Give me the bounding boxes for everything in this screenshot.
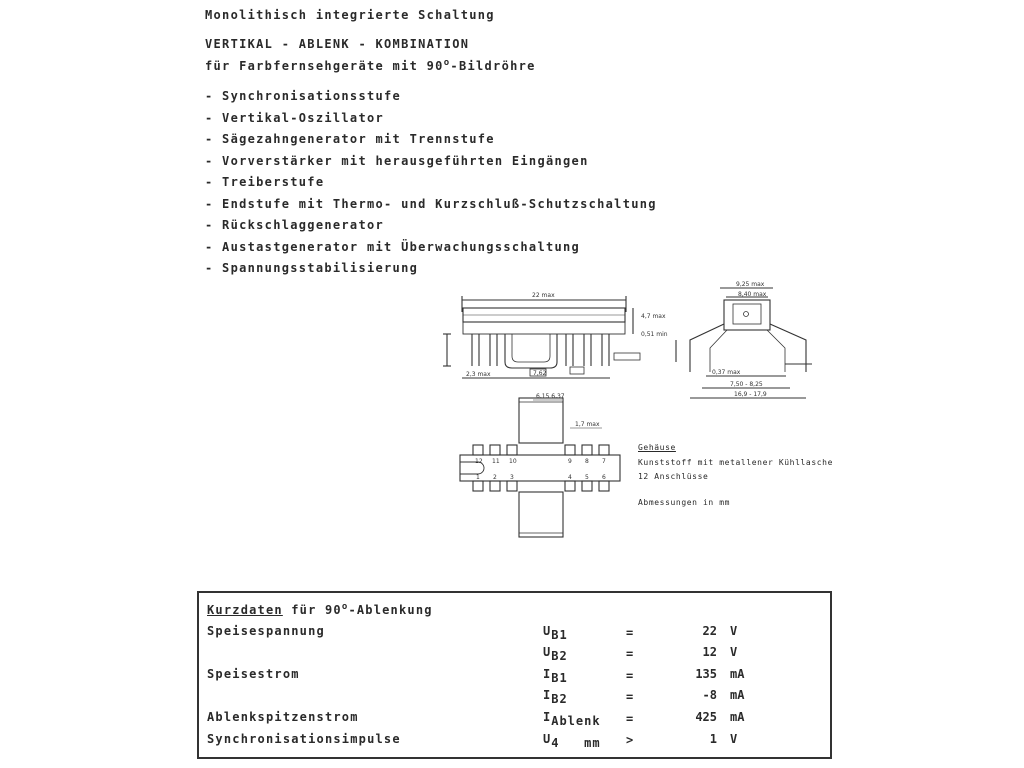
pin-label: 4 bbox=[568, 474, 572, 481]
symbol-main: I bbox=[543, 710, 552, 724]
pin-label: 5 bbox=[585, 474, 589, 481]
summary-title-post: -Ablenkung bbox=[348, 603, 433, 617]
dim-height: 4,7 max bbox=[641, 313, 666, 320]
param-relation: > bbox=[626, 733, 634, 747]
param-relation: = bbox=[626, 690, 634, 704]
param-value: 135 bbox=[695, 667, 717, 681]
dim-length: 22 max bbox=[532, 292, 555, 299]
pin-label: 6 bbox=[602, 474, 606, 481]
pin-label: 11 bbox=[492, 458, 500, 465]
feature-item: - Vertikal-Oszillator bbox=[205, 110, 385, 125]
housing-material: Kunststoff mit metallener Kühllasche bbox=[638, 458, 833, 467]
summary-title-underlined: Kurzdaten bbox=[207, 603, 283, 617]
param-unit: mA bbox=[730, 710, 745, 724]
summary-title bbox=[207, 602, 433, 617]
param-label: Speisestrom bbox=[207, 667, 300, 681]
summary-data-box bbox=[197, 591, 832, 759]
param-label: Synchronisationsimpulse bbox=[207, 732, 401, 746]
feature-item: - Rückschlaggenerator bbox=[205, 218, 385, 232]
feature-item: - Sägezahngenerator mit Trennstufe bbox=[205, 132, 495, 146]
param-symbol bbox=[543, 624, 568, 642]
housing-title: Gehäuse bbox=[638, 443, 676, 452]
dim-lead1: 0,37 max bbox=[712, 369, 741, 376]
param-relation: = bbox=[626, 647, 634, 661]
feature-item: - Spannungsstabilisierung bbox=[205, 261, 419, 275]
housing-units: Abmessungen in mm bbox=[638, 498, 731, 507]
param-relation: = bbox=[626, 669, 634, 683]
param-label: Speisespannung bbox=[207, 624, 325, 638]
dim-lead2: 7,50 - 8,25 bbox=[730, 381, 763, 388]
symbol-sub: B1 bbox=[551, 628, 568, 642]
symbol-sub: B2 bbox=[551, 692, 568, 706]
pin-label: 7 bbox=[602, 458, 606, 465]
symbol-sub: B2 bbox=[551, 649, 568, 663]
summary-degree-sup: o bbox=[341, 602, 349, 612]
doc-title: Monolithisch integrierte Schaltung bbox=[205, 8, 495, 22]
feature-item: - Synchronisationsstufe bbox=[205, 89, 402, 103]
param-relation: = bbox=[626, 626, 634, 640]
symbol-main: U bbox=[543, 732, 552, 746]
symbol-main: I bbox=[543, 688, 552, 702]
dim-tab2: 1,7 max bbox=[575, 421, 600, 428]
param-unit: mA bbox=[730, 667, 745, 681]
param-unit: mA bbox=[730, 688, 745, 702]
doc-subtitle: VERTIKAL - ABLENK - KOMBINATION bbox=[205, 37, 470, 51]
param-symbol bbox=[543, 710, 601, 728]
param-relation: = bbox=[626, 712, 634, 726]
pin-label: 2 bbox=[493, 474, 497, 481]
summary-title-mid: für 90 bbox=[282, 603, 342, 617]
param-symbol bbox=[543, 688, 568, 706]
symbol-sub: Ablenk bbox=[551, 714, 601, 728]
param-value: -8 bbox=[702, 688, 717, 702]
dim-width1: 9,25 max bbox=[736, 281, 765, 288]
degree-sup: o bbox=[443, 58, 451, 68]
dim-pitch: 2,3 max bbox=[466, 371, 491, 378]
housing-pins: 12 Anschlüsse bbox=[638, 472, 709, 481]
param-value: 12 bbox=[702, 645, 717, 659]
param-unit: V bbox=[730, 624, 738, 638]
pin-label: 3 bbox=[510, 474, 514, 481]
param-value: 1 bbox=[709, 732, 717, 746]
feature-item: - Vorverstärker mit herausgeführten Eingängen bbox=[205, 153, 589, 168]
feature-item: - Austastgenerator mit Überwachungsschaltung bbox=[205, 239, 581, 254]
pin-label: 9 bbox=[568, 458, 572, 465]
subtitle-text: für Farbfernsehgeräte mit 90 bbox=[205, 59, 444, 73]
param-unit: V bbox=[730, 645, 738, 659]
pin-label: 12 bbox=[475, 458, 483, 465]
symbol-sub: B1 bbox=[551, 671, 568, 685]
dim-t2: 7,62 bbox=[533, 370, 547, 377]
dim-width2: 8,40 max bbox=[738, 291, 767, 298]
pin-label: 8 bbox=[585, 458, 589, 465]
param-value: 425 bbox=[695, 710, 717, 724]
symbol-main: U bbox=[543, 624, 552, 638]
dim-lead3: 16,9 - 17,9 bbox=[734, 391, 767, 398]
feature-item: - Treiberstufe bbox=[205, 175, 325, 189]
param-symbol bbox=[543, 667, 568, 685]
pin-label: 1 bbox=[476, 474, 480, 481]
symbol-main: U bbox=[543, 645, 552, 659]
param-unit: V bbox=[730, 732, 738, 746]
symbol-main: I bbox=[543, 667, 552, 681]
symbol-sub: 4 mm bbox=[551, 736, 601, 750]
dim-tab: 6,15 6,37 bbox=[536, 393, 565, 400]
param-symbol bbox=[543, 732, 601, 750]
dim-pin: 0,51 min bbox=[641, 331, 668, 338]
param-label: Ablenkspitzenstrom bbox=[207, 710, 359, 724]
param-value: 22 bbox=[702, 624, 717, 638]
subtitle-text-2: -Bildröhre bbox=[450, 59, 536, 73]
param-symbol bbox=[543, 645, 568, 663]
feature-item: - Endstufe mit Thermo- und Kurzschluß-Schutzschaltung bbox=[205, 196, 657, 211]
pin-label: 10 bbox=[509, 458, 517, 465]
